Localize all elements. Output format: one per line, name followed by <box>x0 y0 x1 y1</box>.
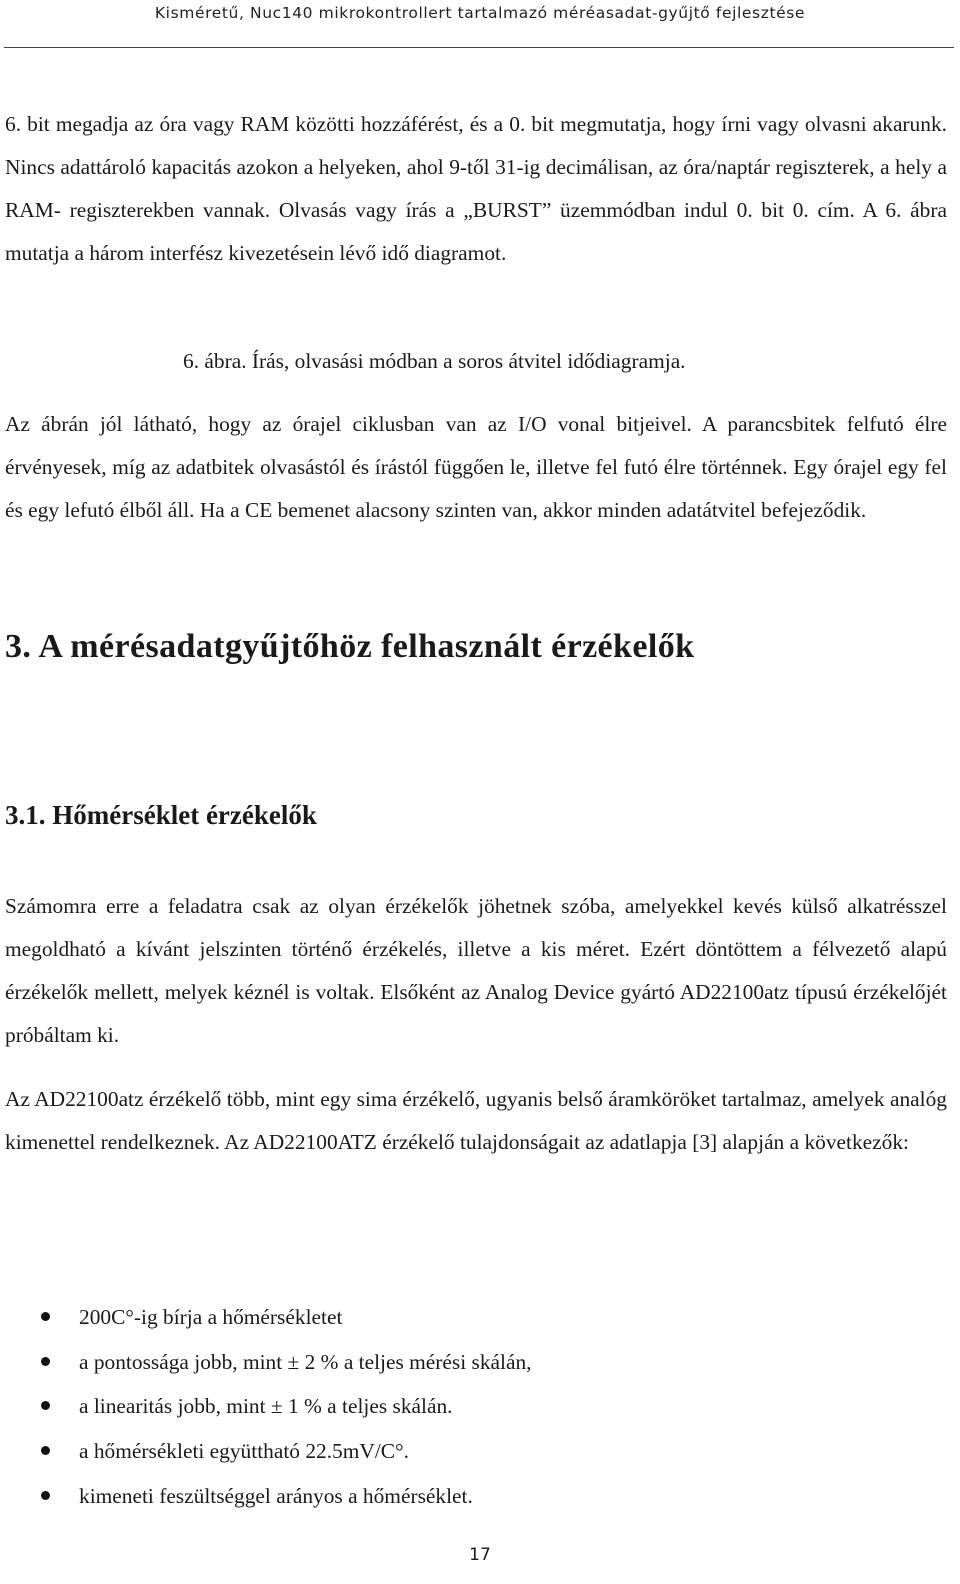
bullet-icon <box>41 1312 50 1321</box>
bullet-icon <box>41 1357 50 1366</box>
list-item-text: 200C°-ig bírja a hőmérsékletet <box>79 1305 343 1329</box>
running-header: Kisméretű, Nuc140 mikrokontrollert tartalmazó méréasadat-gyűjtő fejlesztése <box>154 4 806 22</box>
list-item-text: kimeneti feszültséggel arányos a hőmérséklet. <box>79 1483 473 1508</box>
paragraph-ad22100-intro: Az AD22100atz érzékelő több, mint egy sima érzékelő, ugyanis belső áramköröket tartalmaz, amelyek analóg kimenettel rendelkeznek. Az AD22100ATZ érzékelő tulajdonságait az adatlapja [3] alapján a következők: <box>5 1087 947 1154</box>
list-item <box>0 1340 532 1385</box>
list-item-text: a linearitás jobb, mint ± 1 % a teljes skálán. <box>79 1394 453 1419</box>
paragraph-clock-cycle: Az ábrán jól látható, hogy az órajel ciklusban van az I/O vonal bitjeivel. A parancsbitek felfutó élre érvényesek, míg az adatbitek olvasástól és írástól függően le, illetve fel futó élre történnek. Egy órajel egy fel és egy lefutó élből áll. Ha a CE bemenet alacsony szinten van, akkor minden adatátvitel befejeződik. <box>5 412 947 522</box>
bullet-icon <box>41 1491 50 1500</box>
bullet-icon <box>41 1446 50 1455</box>
sensor-properties-list <box>0 1295 532 1518</box>
paragraph-burst-mode: 6. bit megadja az óra vagy RAM közötti hozzáférést, és a 0. bit megmutatja, hogy írni vagy olvasni akarunk. Nincs adattároló kapacitás azokon a helyeken, ahol 9-től 31-ig decimálisan, az óra/naptár regiszterek, a hely a RAM- regiszterekben vannak. Olvasás vagy írás a „BURST” üzemmódban indul 0. bit 0. cím. A 6. ábra mutatja a három interfész kivezetésein lévő idő diagramot. <box>5 112 947 265</box>
list-item <box>0 1474 532 1519</box>
header-divider <box>4 47 954 48</box>
list-item-text: a hőmérsékleti együttható 22.5mV/C°. <box>79 1439 409 1464</box>
bullet-icon <box>41 1401 50 1410</box>
list-item-text: a pontossága jobb, mint ± 2 % a teljes mérési skálán, <box>79 1349 532 1374</box>
list-item <box>0 1429 532 1474</box>
subsection-heading: 3.1. Hőmérséklet érzékelők <box>5 800 317 830</box>
figure-caption: 6. ábra. Írás, olvasási módban a soros átvitel idődiagramja. <box>183 349 686 373</box>
paragraph-sensor-choice: Számomra erre a feladatra csak az olyan érzékelők jöhetnek szóba, amelyekkel kevés külső alkatrésszel megoldható a kívánt jelszinten történő érzékelés, illetve a kis méret. Ezért döntöttem a félvezető alapú érzékelők mellett, melyek kéznél is voltak. Elsőként az Analog Device gyártó AD22100atz típusú érzékelőjét próbáltam ki. <box>5 894 947 1047</box>
section-heading: 3. A mérésadatgyűjtőhöz felhasznált érzékelők <box>5 628 695 665</box>
list-item <box>0 1295 532 1340</box>
list-item <box>0 1384 532 1429</box>
page-number: 17 <box>469 1545 491 1565</box>
